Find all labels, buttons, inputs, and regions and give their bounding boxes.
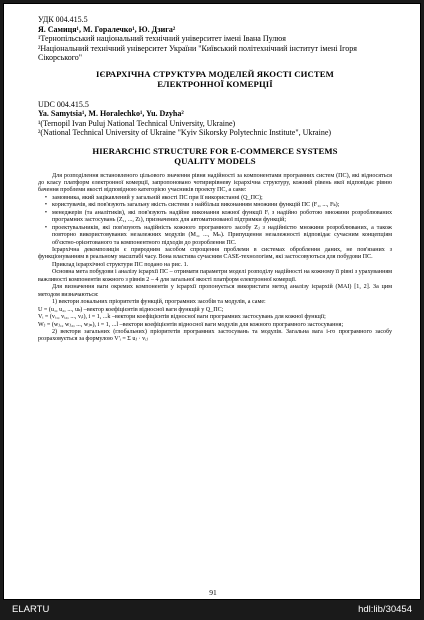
ua-header [38,15,392,63]
list-item: • замовника, який зацікавлений у загальній якості ПС при її використанні (Q_ПС); [38,195,392,202]
ua-title [38,69,392,90]
list-item-text: користувачів, які пов'язують загальну якість системи з найбільш виконанням множини функцій ПС (F₁, ..., Fₖ); [52,202,340,209]
list-item-text: проектувальників, які пов'язують надійність кожного програмного засобу Zⱼ з надійністю множини розроблюваних, а також повторно використовуваних незалежних модулів (M₁, ..., Mₙ). Припущення незалежності відповідає сучасним концепціям об'єктно-орієнтованого та компонентного підходів до розроблення ПС. [52,224,392,246]
list-item-text: менеджерів (та аналітиків), які пов'язують надійне виконання кожної функції Fᵢ з надійно роботою множини розроблюваних програмних застосувань (Z₁, ..., Zₗ), призначених для автоматизованої підтримки функцій; [52,209,392,224]
en-udc: UDC 004.415.5 [38,99,89,109]
en-authors: Ya. Samytsia¹, M. Horalechko¹, Yu. Dzyha² [38,109,184,118]
paragraph: 1) вектори локальних пріоритетів функцій, програмних засобів та модулів, а саме: [52,299,266,306]
ua-affiliation-1: ¹Тернопільський національний технічний університет імені Івана Пулюя [38,34,286,43]
footer-bar [0,600,424,620]
en-title [38,146,392,167]
en-title-line-2: QUALITY MODELS [174,156,256,166]
footer-repository-label: ELARTU [12,604,50,615]
en-affiliation-2: ²(National Technical University of Ukraine "Kyiv Sikorsky Polytechnic Institute", Ukraine) [38,128,332,137]
ua-authors: Я. Самиця¹, М. Горалечко¹, Ю. Дзига² [38,24,176,34]
list-item: • користувачів, які пов'язують загальну якість системи з найбільш виконанням множини функцій ПС (F₁, ..., Fₖ); [38,202,392,209]
ua-title-line-2: ЕЛЕКТРОННОЇ КОМЕРЦІЇ [157,79,273,89]
article-content [38,15,392,344]
formula-line: Vᵢ = (vᵢ₁, vᵢ₂, ..., vᵢₗ), i = 1, ...k –вектори коефіцієнтів відносної ваги програмних застосувань для кожної функції; [38,314,326,321]
formula-line: U = (u₁, u₂, ..., uₖ) –вектор коефіцієнтів відносної ваги функцій у Q_ПС; [38,306,224,313]
paragraph: Основна мета побудови і аналізу ієрархії ПС – отримати параметри моделі розподілу надійності на кожному її рівні з урахуванням важливості компонентів кожного з рівнів 2 – 4 для загальної якості платформ електронної комерції. [38,269,392,283]
list-item: • менеджерів (та аналітиків), які пов'язують надійне виконання кожної функції Fᵢ з надійно роботою множини розроблюваних програмних застосувань (Z₁, ..., Zₗ), призначених для автоматизованої підтримки функцій; [44,209,392,224]
page-sheet [3,3,421,600]
en-header [38,100,392,138]
paragraph: Для розподілення встановленого цільового значення рівня надійності за компонентами програмних систем (ПС), які відносяться до класу платформ електронної комерції, запропоновано чотирирівневу ієрархічна структуру, кожний рівень якої відповідає рівню бачення проблеми якості відповідною категорією учасників проекту ПС, а саме: [38,172,392,194]
ua-udc: УДК 004.415.5 [38,15,88,24]
paragraph: Для визначення ваги окремих компонентів у ієрархії пропонується використати метод аналізу ієрархій (МАІ) [1, 2]. За цим методом визначаються: [38,284,392,298]
list-item: • проектувальників, які пов'язують надійність кожного програмного засобу Zⱼ з надійністю множини розроблюваних, а також повторно використовуваних незалежних модулів (M₁, ..., Mₙ). Припущення незалежності відповідає сучасним концепціям об'єктно-орієнтованого та компонентного підходів до розроблення ПС. [44,224,392,246]
list-item-text: замовника, який зацікавлений у загальній якості ПС при її використанні (Q_ПС); [52,194,263,201]
page-number: 91 [209,588,217,597]
footer-handle: hdl:lib/30454 [358,604,412,615]
article-body [38,173,392,344]
formula-line: Wⱼ = (wⱼ₁, wⱼ₂, ..., wⱼₙ), i = 1, ...l –вектори коефіцієнтів відносної ваги модулів для кожного програмного застосування; [38,321,344,328]
ua-affiliation-2: ²Національний технічний університет України "Київський політехнічний інститут імені Ігоря Сікорського" [38,43,357,62]
paragraph: 2) вектори загальних (глобальних) пріоритетів програмних застосувань та модулів. Загальна вага i-го програмного засобу розраховується за формулою V'ᵢ = Σ uⱼ · vᵢⱼ [38,329,392,343]
en-affiliation-1: ¹(Ternopil Ivan Puluj National Technical University, Ukraine) [38,118,236,128]
paragraph: Ієрархічна декомпозиція є природним засобом спрощення проблеми в системах оброблення даних, не пов'язаних з функціонуванням в реальному масштабі часу. Вона властива сучасним CASE-технологіям, які застосовуються для побудови ПС. [38,247,392,261]
en-title-line-1: HIERARCHIC STRUCTURE FOR E-COMMERCE SYSTEMS [92,145,338,156]
paragraph: Приклад ієрархічної структури ПС подано на рис. 1. [52,261,189,268]
ua-title-line-1: ІЄРАРХІЧНА СТРУКТУРА МОДЕЛЕЙ ЯКОСТІ СИСТЕМ [96,68,334,79]
